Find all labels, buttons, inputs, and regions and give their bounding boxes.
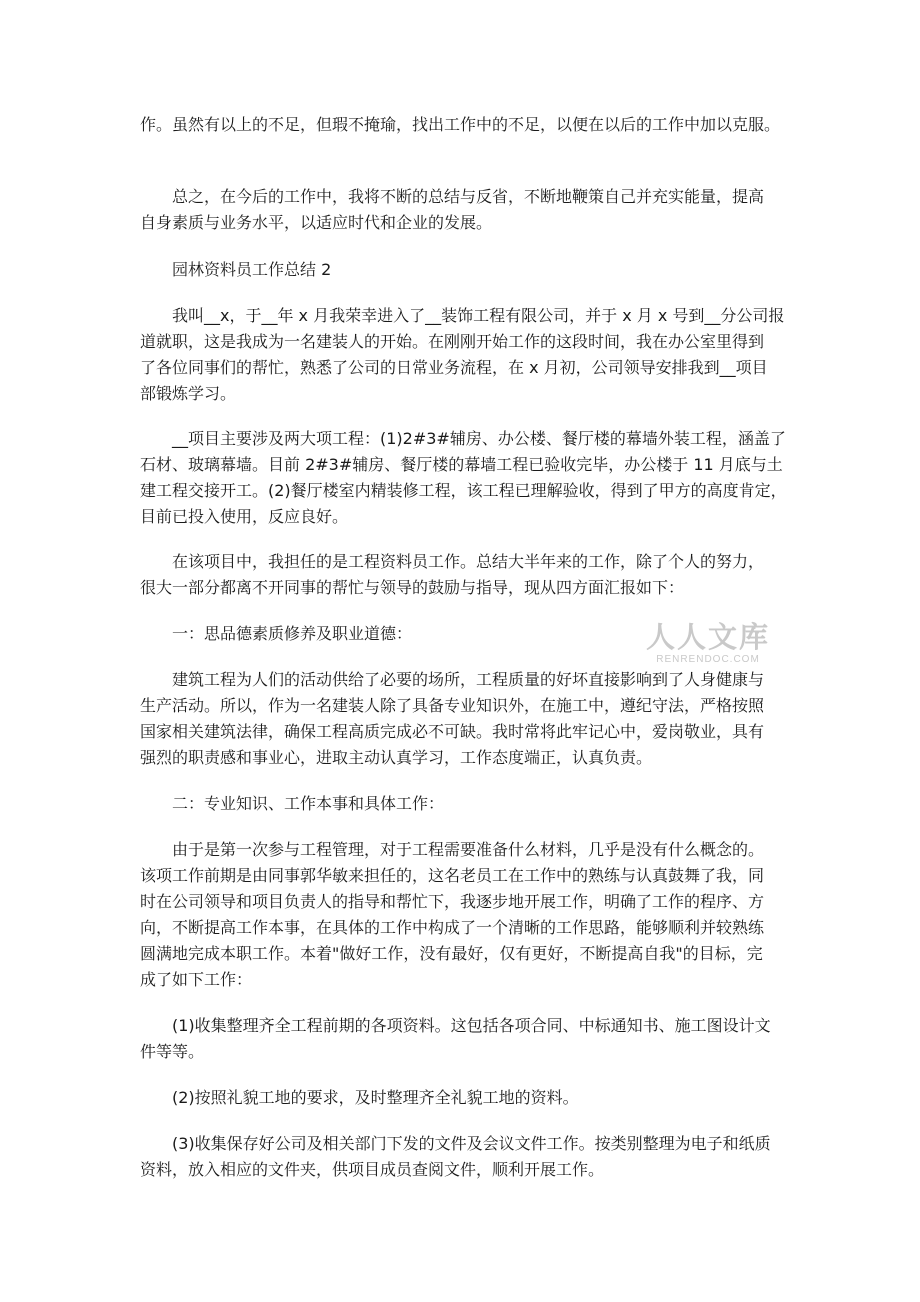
text-line: 目前已投入使用，反应良好。	[140, 507, 349, 526]
watermark-domain-text: RENRENDOC.COM	[656, 654, 760, 665]
text-line: 强烈的职责感和事业心，进取主动认真学习，工作态度端正，认真负责。	[140, 748, 653, 767]
list-item-line: 资料，放入相应的文件夹，供项目成员查阅文件，顺利开展工作。	[140, 1160, 605, 1179]
list-item-line: (1)收集整理齐全工程前期的各项资料。这包括各项合同、中标通知书、施工图设计文	[140, 1016, 771, 1035]
list-item-line: (2)按照礼貌工地的要求，及时整理齐全礼貌工地的资料。	[140, 1088, 579, 1107]
text-line: 国家相关建筑法律，确保工程高质完成必不可缺。我时常将此牢记心中，爱岗敬业，具有	[140, 722, 765, 741]
list-item-line: 件等等。	[140, 1042, 205, 1061]
text-line: 建筑工程为人们的活动供给了必要的场所，工程质量的好坏直接影响到了人身健康与	[140, 670, 765, 689]
text-line: 建工程交接开工。(2)餐厅楼室内精装修工程，该工程已理解验收，得到了甲方的高度肯定，	[140, 481, 787, 500]
section-heading: 一：思品德素质修养及职业道德：	[140, 624, 413, 643]
text-line: 向，不断提高工作本事，在具体的工作中构成了一个清晰的工作思路，能够顺利并较熟练	[140, 918, 765, 937]
text-line: 部锻炼学习。	[140, 384, 237, 403]
text-line: 道就职，这是我成为一名建装人的开始。在刚刚开始工作的这段时间，我在办公室里得到	[140, 332, 765, 351]
text-line: 成了如下工作：	[140, 970, 253, 989]
text-line: 总之，在今后的工作中，我将不断的总结与反省，不断地鞭策自己并充实能量，提高	[140, 187, 765, 206]
text-line: 该项工作前期是由同事郭华敏来担任的，这名老员工在工作中的熟练与认真鼓舞了我，同	[140, 866, 765, 885]
text-line: 生产活动。所以，作为一名建装人除了具备专业知识外，在施工中，遵纪守法，严格按照	[140, 696, 765, 715]
watermark	[646, 620, 770, 666]
text-line: 圆满地完成本职工作。本着"做好工作，没有最好，仅有更好，不断提高自我"的目标，完	[140, 944, 763, 963]
text-line: 自身素质与业务水平，以适应时代和企业的发展。	[140, 213, 493, 232]
text-line: 由于是第一次参与工程管理，对于工程需要准备什么材料，几乎是没有什么概念的。	[140, 840, 765, 859]
watermark-logo-text: 人人文库	[646, 620, 771, 654]
text-line: 石材、玻璃幕墙。目前 2#3#辅房、餐厅楼的幕墙工程已验收完毕，办公楼于 11 月底与土	[140, 455, 783, 474]
list-item-line: (3)收集保存好公司及相关部门下发的文件及会议文件工作。按类别整理为电子和纸质	[140, 1134, 771, 1153]
text-line: __项目主要涉及两大项工程：(1)2#3#辅房、办公楼、餐厅楼的幕墙外装工程，涵盖了	[140, 429, 786, 448]
section-heading: 园林资料员工作总结 2	[140, 260, 332, 279]
section-heading: 二：专业知识、工作本事和具体工作：	[140, 794, 445, 813]
text-line: 我叫__x，于__年 x 月我荣幸进入了__装饰工程有限公司，并于 x 月 x 号到__分公司报	[140, 306, 785, 325]
text-line: 作。虽然有以上的不足，但瑕不掩瑜，找出工作中的不足，以便在以后的工作中加以克服。	[140, 115, 781, 134]
text-line: 了各位同事们的帮忙，熟悉了公司的日常业务流程，在 x 月初，公司领导安排我到__项目	[140, 358, 768, 377]
text-line: 时在公司领导和项目负责人的指导和帮忙下，我逐步地开展工作，明确了工作的程序、方	[140, 892, 765, 911]
text-line: 在该项目中，我担任的是工程资料员工作。总结大半年来的工作，除了个人的努力，	[140, 552, 765, 571]
text-line: 很大一部分都离不开同事的帮忙与领导的鼓励与指导，现从四方面汇报如下：	[140, 578, 685, 597]
